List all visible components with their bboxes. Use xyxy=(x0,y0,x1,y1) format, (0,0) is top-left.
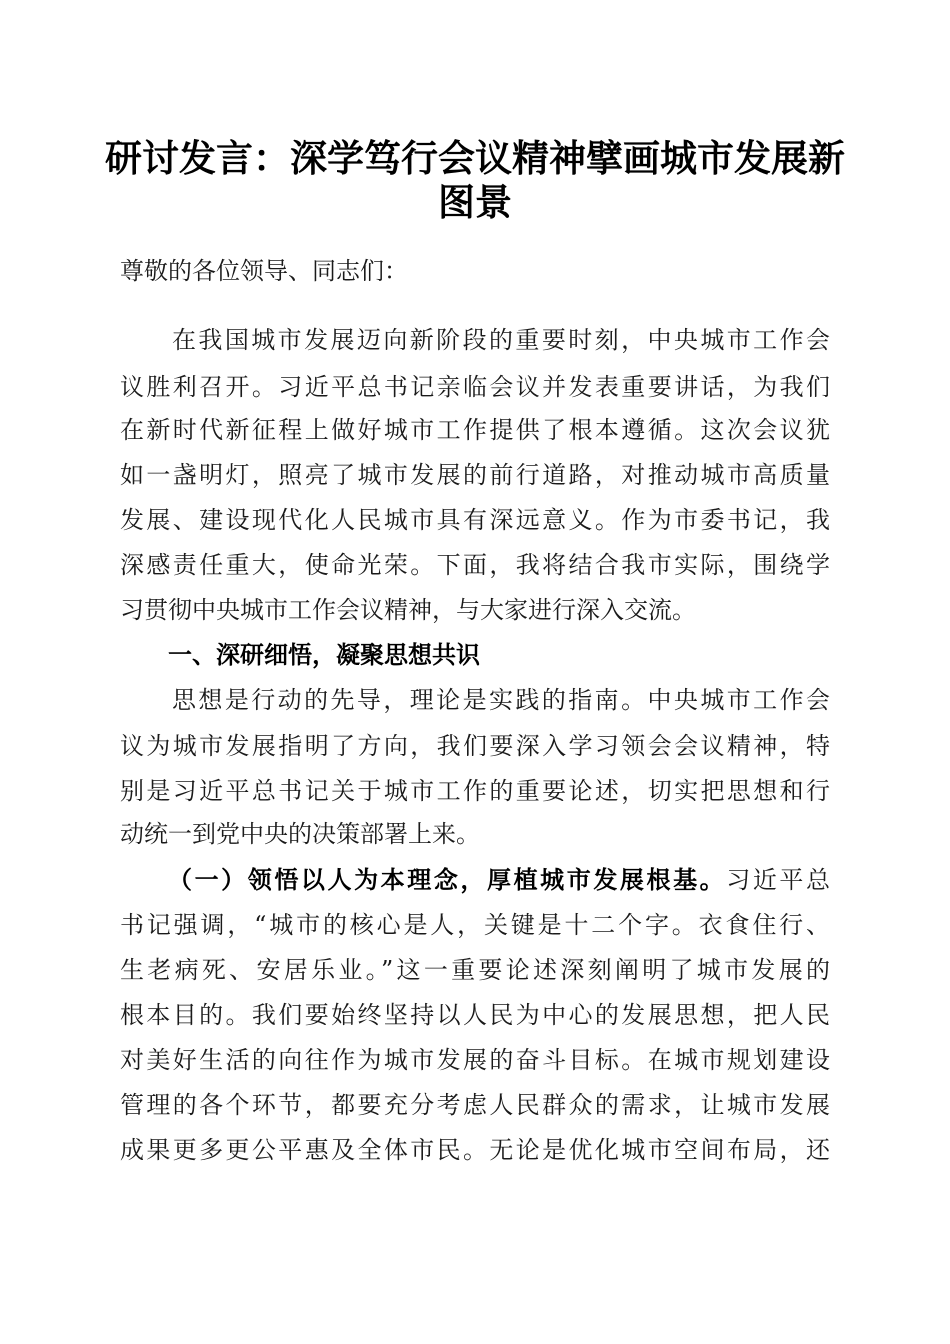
subsection-line: 对美好生活的向往作为城市发展的奋斗目标。在城市规划建设 xyxy=(120,1046,830,1074)
section-line: 别是习近平总书记关于城市工作的重要论述，切实把思想和行 xyxy=(120,777,830,805)
section-line: 议为城市发展指明了方向，我们要深入学习领会会议精神，特 xyxy=(120,732,830,760)
subsection-heading-tail: 习近平总 xyxy=(726,866,830,894)
intro-line: 深感责任重大，使命光荣。下面，我将结合我市实际，围绕学 xyxy=(120,551,830,579)
subsection-first-line xyxy=(120,862,830,898)
section-line: 思想是行动的先导，理论是实践的指南。中央城市工作会 xyxy=(172,686,830,714)
subsection-heading: （一）领悟以人为本理念，厚植城市发展根基。 xyxy=(168,865,727,894)
intro-line: 如一盏明灯，照亮了城市发展的前行道路，对推动城市高质量 xyxy=(120,461,830,489)
intro-line: 在新时代新征程上做好城市工作提供了根本遵循。这次会议犹 xyxy=(120,416,830,444)
subsection-line: 根本目的。我们要始终坚持以人民为中心的发展思想，把人民 xyxy=(120,1001,830,1029)
section-line: 动统一到党中央的决策部署上来。 xyxy=(120,820,480,848)
salutation: 尊敬的各位领导、同志们： xyxy=(120,257,408,285)
section-heading: 一、深研细悟，凝聚思想共识 xyxy=(168,640,480,669)
subsection-line: 管理的各个环节，都要充分考虑人民群众的需求，让城市发展 xyxy=(120,1091,830,1119)
subsection-line: 成果更多更公平惠及全体市民。无论是优化城市空间布局，还 xyxy=(120,1136,830,1164)
subsection-line: 生老病死、安居乐业。”这一重要论述深刻阐明了城市发展的 xyxy=(120,956,830,984)
subsection-line: 书记强调，“城市的核心是人，关键是十二个字。衣食住行、 xyxy=(120,911,830,939)
document-title-line-1: 研讨发言：深学笃行会议精神擘画城市发展新 xyxy=(105,136,845,180)
intro-line: 习贯彻中央城市工作会议精神，与大家进行深入交流。 xyxy=(120,596,696,624)
intro-line: 发展、建设现代化人民城市具有深远意义。作为市委书记，我 xyxy=(120,506,830,534)
intro-line: 在我国城市发展迈向新阶段的重要时刻，中央城市工作会 xyxy=(172,326,830,354)
document-title-line-2: 图景 xyxy=(438,180,512,224)
intro-line: 议胜利召开。习近平总书记亲临会议并发表重要讲话，为我们 xyxy=(120,373,830,401)
